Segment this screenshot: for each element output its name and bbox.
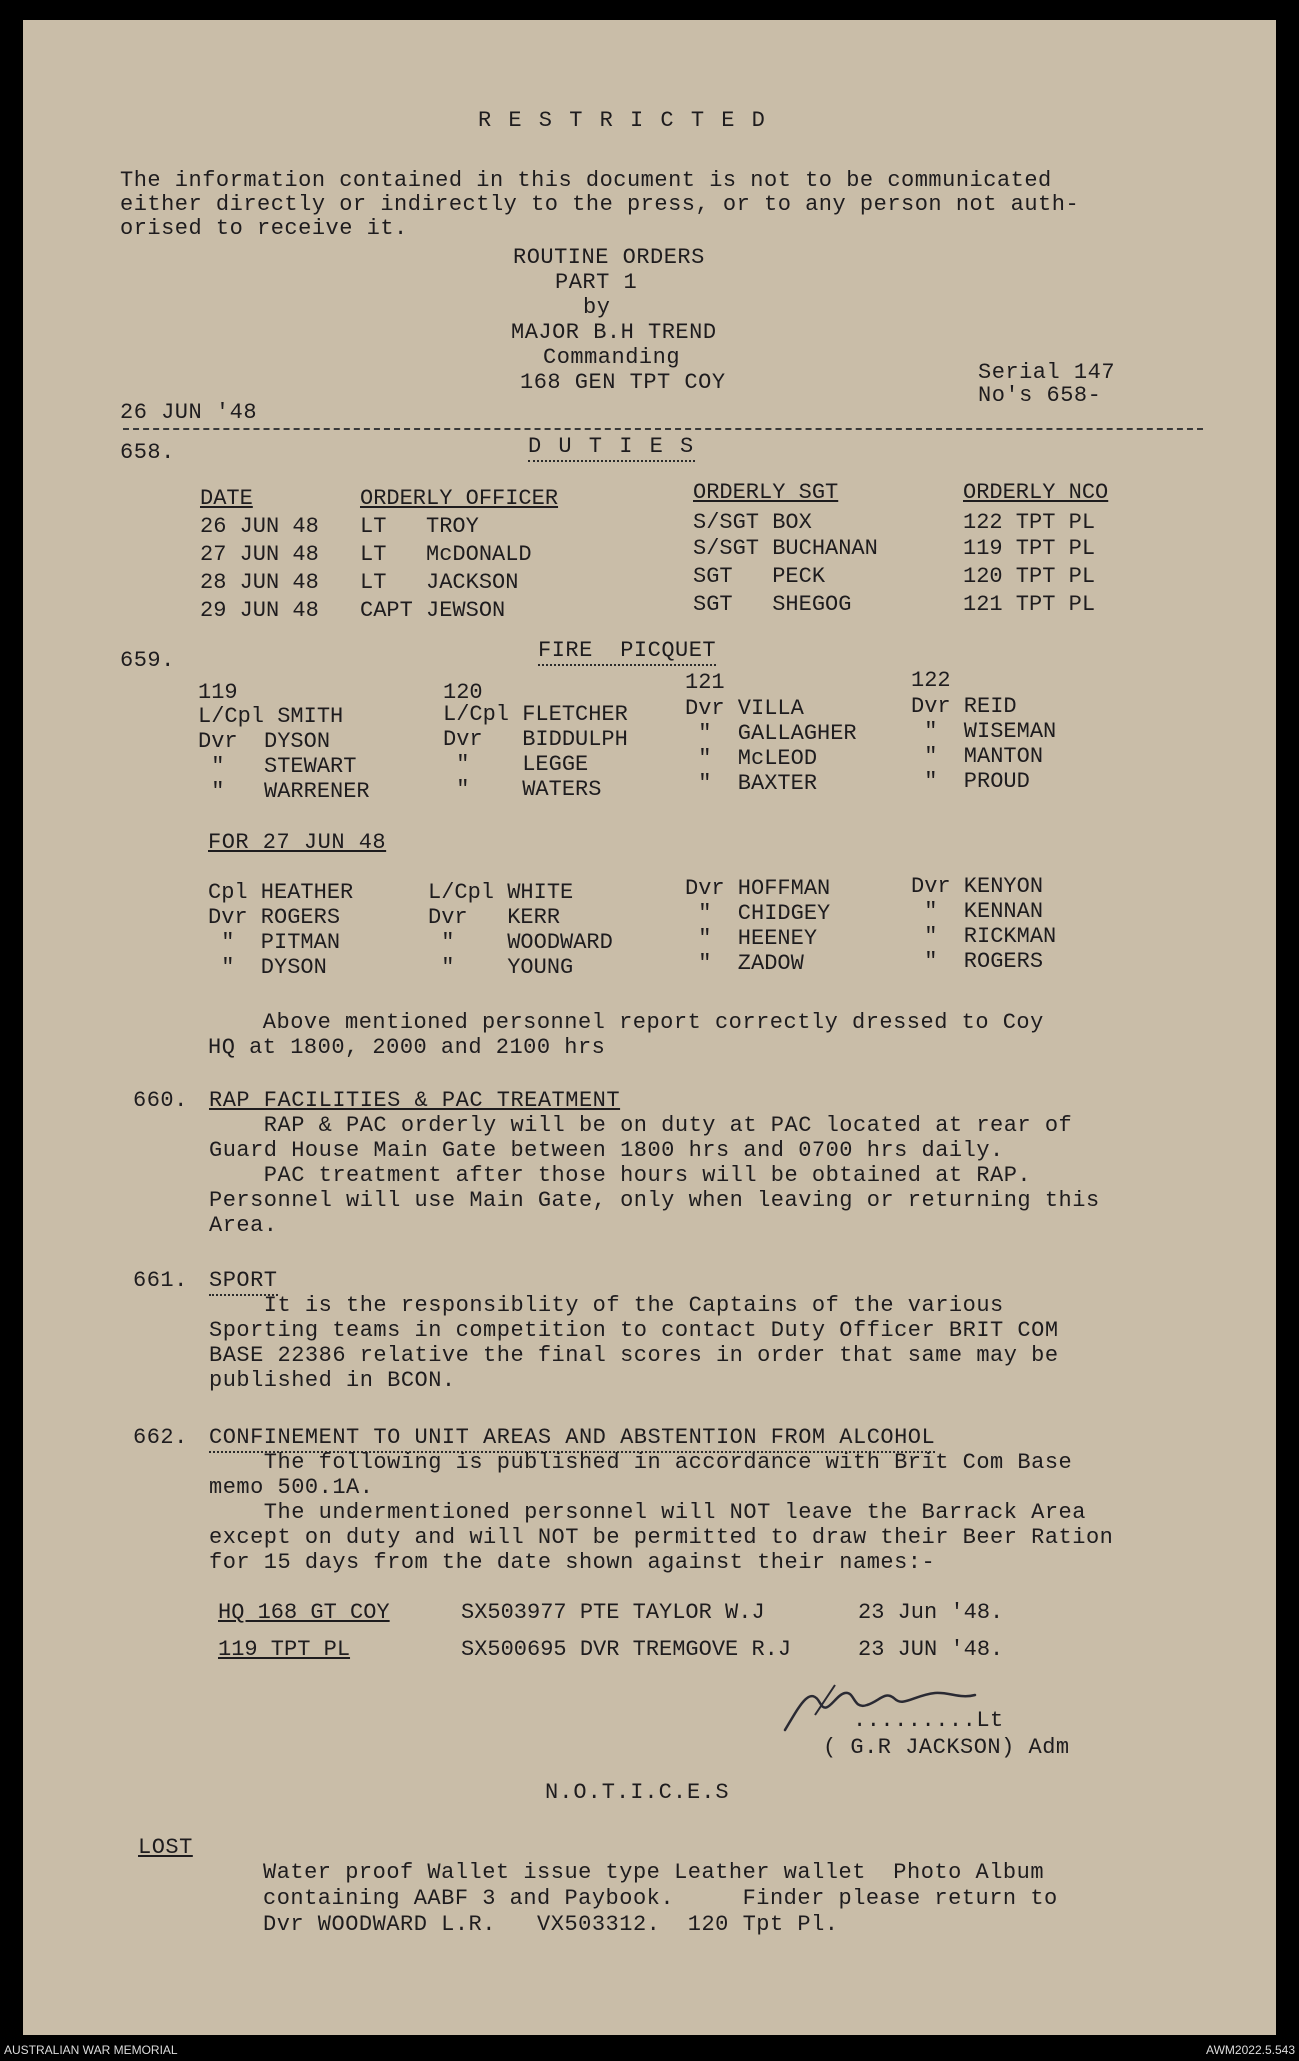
section-662-line: The following is published in accordance with Brit Com Base [209, 1450, 1073, 1475]
picquet-name: " KENNAN [911, 899, 1044, 924]
duties-officer: LT McDONALD [360, 542, 532, 567]
picquet-name: " BAXTER [685, 771, 818, 796]
duties-sgt: S/SGT BUCHANAN [693, 536, 878, 561]
section-659-heading: FIRE PICQUET [538, 638, 716, 666]
duties-col-nco: ORDERLY NCO [963, 480, 1109, 505]
picquet-name: " PROUD [911, 769, 1030, 794]
commander-name: MAJOR B.H TREND [511, 320, 717, 345]
order-date: 26 JUN '48 [120, 400, 258, 425]
picquet-note-line-2: HQ at 1800, 2000 and 2100 hrs [208, 1035, 606, 1060]
serial-number: Serial 147 [978, 360, 1116, 385]
picquet-name: Dvr DYSON [198, 729, 331, 754]
duties-officer: LT JACKSON [360, 570, 519, 595]
section-661-line: It is the responsiblity of the Captains of the various [209, 1293, 1004, 1318]
platoon-number: 120 [443, 680, 483, 705]
picquet-name: " HEENEY [685, 926, 818, 951]
picquet-name: " ROGERS [911, 949, 1044, 974]
footer-source: AUSTRALIAN WAR MEMORIAL [4, 2043, 178, 2057]
section-661-line: published in BCON. [209, 1368, 456, 1393]
section-660-line: Guard House Main Gate between 1800 hrs and 0700 hrs daily. [209, 1138, 1004, 1163]
section-660-heading: RAP FACILITIES & PAC TREATMENT [209, 1088, 621, 1113]
duties-date: 28 JUN 48 [200, 570, 319, 595]
picquet-name: L/Cpl WHITE [428, 880, 574, 905]
picquet-name: " McLEOD [685, 746, 818, 771]
section-661-line: Sporting teams in competition to contact Duty Officer BRIT COM [209, 1318, 1059, 1343]
picquet-name: " WISEMAN [911, 719, 1057, 744]
section-662-line: except on duty and will NOT be permitted to draw their Beer Ration [209, 1525, 1114, 1550]
picquet-name: Dvr BIDDULPH [443, 727, 628, 752]
duties-col-date: DATE [200, 486, 253, 511]
picquet-note-line-1: Above mentioned personnel report correctly dressed to Coy [208, 1010, 1044, 1035]
picquet-name: " WOODWARD [428, 930, 613, 955]
signature-name: ( G.R JACKSON) Adm [823, 1735, 1070, 1760]
notices-heading: N.O.T.I.C.E.S [545, 1780, 730, 1805]
signature-rank: .........Lt [853, 1708, 1004, 1733]
lost-label: LOST [138, 1835, 193, 1860]
duties-officer: CAPT JEWSON [360, 598, 506, 623]
section-662-line: memo 500.1A. [209, 1475, 374, 1500]
commanding-label: Commanding [543, 345, 681, 370]
section-662-heading: CONFINEMENT TO UNIT AREAS AND ABSTENTION FROM ALCOHOL [209, 1425, 935, 1453]
duties-nco: 122 TPT PL [963, 510, 1096, 535]
platoon-number: 121 [685, 670, 725, 695]
picquet-name: Dvr REID [911, 694, 1017, 719]
picquet-name: Dvr KENYON [911, 874, 1044, 899]
unit-name: 168 GEN TPT COY [520, 370, 726, 395]
picquet-name: Dvr HOFFMAN [685, 876, 831, 901]
duties-nco: 119 TPT PL [963, 536, 1096, 561]
picquet-name: " MANTON [911, 744, 1044, 769]
picquet-name: " DYSON [208, 955, 327, 980]
section-660-line: PAC treatment after those hours will be obtained at RAP. [209, 1163, 1032, 1188]
picquet-name: " GALLAGHER [685, 721, 857, 746]
picquet-name: " WARRENER [198, 779, 370, 804]
picquet-name: Dvr ROGERS [208, 905, 341, 930]
section-661-heading: SPORT [209, 1268, 278, 1296]
confinement-unit: HQ 168 GT COY [218, 1600, 390, 1625]
section-662-line: for 15 days from the date shown against their names:- [209, 1550, 936, 1575]
picquet-name: " YOUNG [428, 955, 574, 980]
picquet-name: Dvr VILLA [685, 696, 804, 721]
section-660-line: Area. [209, 1213, 278, 1238]
confinement-person: SX503977 PTE TAYLOR W.J [461, 1600, 765, 1625]
duties-sgt: S/SGT BOX [693, 510, 812, 535]
picquet-for-date: FOR 27 JUN 48 [208, 830, 387, 855]
duties-sgt: SGT SHEGOG [693, 592, 852, 617]
confinement-unit: 119 TPT PL [218, 1637, 351, 1662]
duties-date: 29 JUN 48 [200, 598, 319, 623]
footer-bar [0, 2040, 1299, 2061]
section-660-number: 660. [133, 1088, 188, 1113]
picquet-name: " WATERS [443, 777, 602, 802]
warning-line-3: orised to receive it. [120, 216, 408, 241]
duties-date: 26 JUN 48 [200, 514, 319, 539]
duties-nco: 120 TPT PL [963, 564, 1096, 589]
order-part: PART 1 [555, 270, 638, 295]
picquet-name: Dvr KERR [428, 905, 561, 930]
duties-nco: 121 TPT PL [963, 592, 1096, 617]
duties-sgt: SGT PECK [693, 564, 826, 589]
platoon-number: 119 [198, 680, 238, 705]
picquet-name: " PITMAN [208, 930, 341, 955]
picquet-name: " RICKMAN [911, 924, 1057, 949]
duties-col-sgt: ORDERLY SGT [693, 480, 839, 505]
order-numbers: No's 658- [978, 383, 1102, 408]
section-661-number: 661. [133, 1268, 188, 1293]
picquet-name: L/Cpl SMITH [198, 704, 344, 729]
picquet-name: Cpl HEATHER [208, 880, 354, 905]
confinement-date: 23 JUN '48. [858, 1637, 1004, 1662]
section-658-number: 658. [120, 440, 175, 465]
platoon-number: 122 [911, 668, 951, 693]
picquet-name: " CHIDGEY [685, 901, 831, 926]
picquet-name: " LEGGE [443, 752, 589, 777]
picquet-name: " STEWART [198, 754, 357, 779]
section-662-line: The undermentioned personnel will NOT leave the Barrack Area [209, 1500, 1086, 1525]
section-660-line: Personnel will use Main Gate, only when leaving or returning this [209, 1188, 1100, 1213]
section-660-line: RAP & PAC orderly will be on duty at PAC located at rear of [209, 1113, 1073, 1138]
section-659-number: 659. [120, 648, 175, 673]
picquet-name: " ZADOW [685, 951, 804, 976]
section-662-number: 662. [133, 1425, 188, 1450]
footer-reference: AWM2022.5.543 [1206, 2043, 1295, 2057]
confinement-date: 23 Jun '48. [858, 1600, 1004, 1625]
separator-rule [123, 428, 1203, 430]
section-658-heading: D U T I E S [528, 434, 695, 462]
duties-col-officer: ORDERLY OFFICER [360, 486, 559, 511]
duties-date: 27 JUN 48 [200, 542, 319, 567]
notice-line: containing AABF 3 and Paybook. Finder please return to [263, 1886, 1058, 1911]
duties-officer: LT TROY [360, 514, 479, 539]
section-661-line: BASE 22386 relative the final scores in order that same may be [209, 1343, 1059, 1368]
document-page [23, 20, 1276, 2035]
order-title: ROUTINE ORDERS [513, 245, 705, 270]
order-by: by [583, 295, 611, 320]
classification-heading: R E S T R I C T E D [478, 108, 767, 133]
warning-line-1: The information contained in this document is not to be communicated [120, 168, 1052, 193]
picquet-name: L/Cpl FLETCHER [443, 702, 628, 727]
warning-line-2: either directly or indirectly to the press, or to any person not auth- [120, 192, 1080, 217]
notice-line: Water proof Wallet issue type Leather wallet Photo Album [263, 1860, 1045, 1885]
confinement-person: SX500695 DVR TREMGOVE R.J [461, 1637, 792, 1662]
notice-line: Dvr WOODWARD L.R. VX503312. 120 Tpt Pl. [263, 1912, 839, 1937]
